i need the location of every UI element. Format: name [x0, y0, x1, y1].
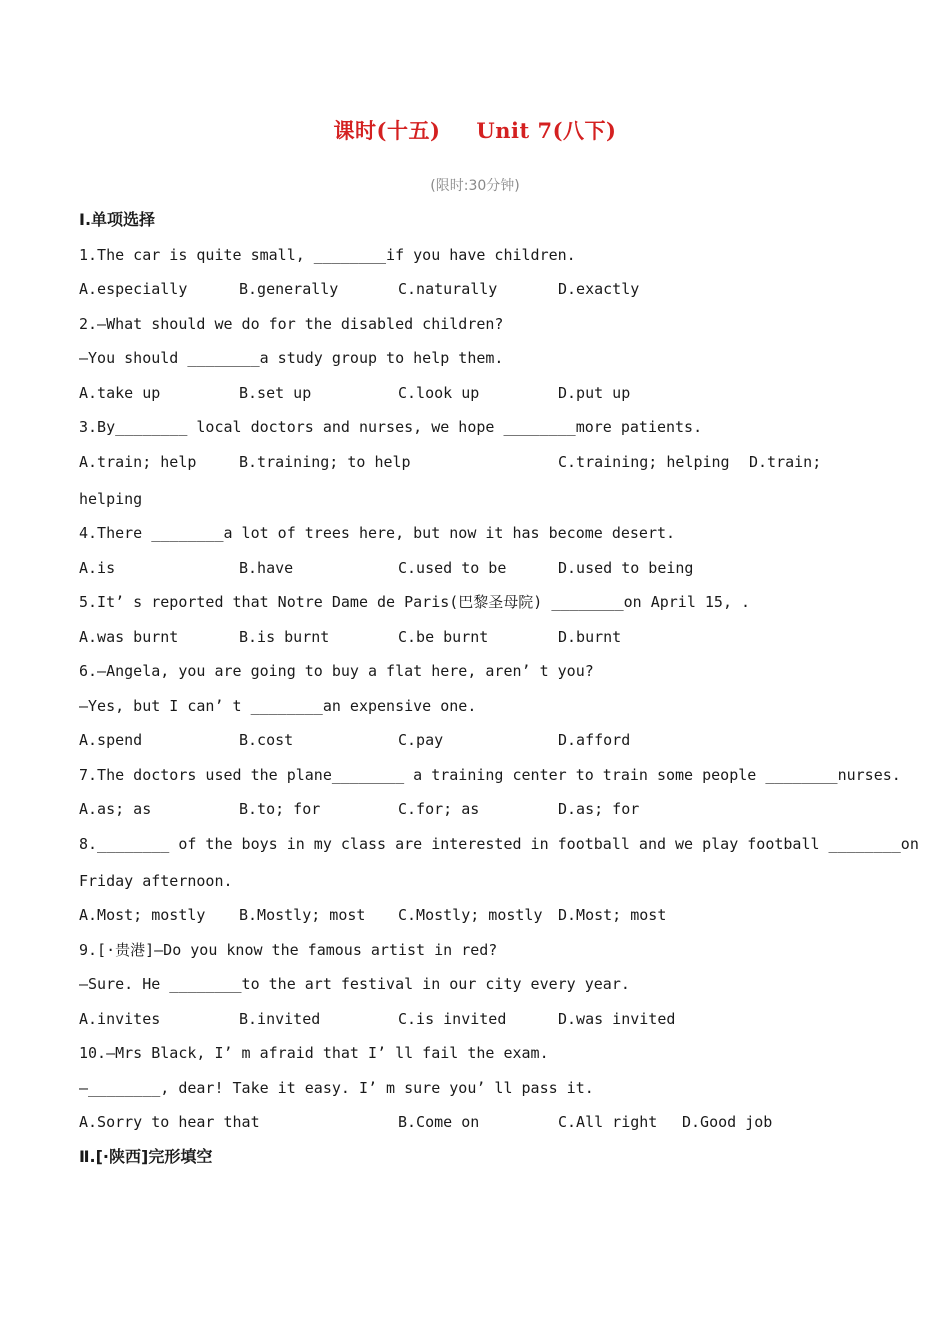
- question-4-option-b: B.have: [239, 559, 294, 577]
- question-7-stem: 7.The doctors used the plane________ a training center to train some people ________nurses.: [79, 766, 901, 784]
- question-4-option-a: A.is: [79, 559, 116, 577]
- question-8-stem: 8.________ of the boys in my class are interested in football and we play football ________on: [79, 835, 919, 853]
- question-2-option-b: B.set up: [239, 384, 312, 402]
- question-1-option-a: A.especially: [79, 280, 188, 298]
- question-9-option-d: D.was invited: [558, 1010, 676, 1028]
- question-6-option-b: B.cost: [239, 731, 294, 749]
- question-6-option-d: D.afford: [558, 731, 631, 749]
- question-9-option-c: C.is invited: [398, 1010, 507, 1028]
- title-unit: Unit 7(八下): [476, 118, 617, 143]
- question-1-stem: 1.The car is quite small, ________if you have children.: [79, 246, 576, 264]
- question-3-option-d-wrap: helping: [79, 490, 143, 508]
- question-5-option-d: D.burnt: [558, 628, 622, 646]
- question-7-option-c: C.for; as: [398, 800, 480, 818]
- question-8-option-c: C.Mostly; mostly: [398, 906, 543, 924]
- question-8-stem-continued: Friday afternoon.: [79, 872, 233, 890]
- question-10-stem: 10.—Mrs Black, I’ m afraid that I’ ll fail the exam.: [79, 1044, 549, 1062]
- question-6-option-a: A.spend: [79, 731, 143, 749]
- question-10-response: —________, dear! Take it easy. I’ m sure you’ ll pass it.: [79, 1079, 594, 1097]
- question-2-option-d: D.put up: [558, 384, 631, 402]
- question-4-stem: 4.There ________a lot of trees here, but now it has become desert.: [79, 524, 676, 542]
- question-8-option-b: B.Mostly; most: [239, 906, 366, 924]
- section-title-cloze: Ⅱ.[·陕西]完形填空: [79, 1147, 213, 1166]
- question-3-stem: 3.By________ local doctors and nurses, we hope ________more patients.: [79, 418, 703, 436]
- question-6-option-c: C.pay: [398, 731, 444, 749]
- question-9-option-b: B.invited: [239, 1010, 321, 1028]
- question-1-option-b: B.generally: [239, 280, 339, 298]
- question-10-option-d: D.Good job: [682, 1113, 773, 1131]
- question-3-option-d: D.train;: [749, 453, 822, 471]
- question-7-option-d: D.as; for: [558, 800, 640, 818]
- question-6-response: —Yes, but I can’ t ________an expensive one.: [79, 697, 477, 715]
- question-2-response: —You should ________a study group to help them.: [79, 349, 504, 367]
- question-8-option-a: A.Most; mostly: [79, 906, 206, 924]
- question-3-option-c: C.training; helping: [558, 453, 730, 471]
- question-2-stem: 2.—What should we do for the disabled children?: [79, 315, 504, 333]
- question-2-option-c: C.look up: [398, 384, 480, 402]
- question-5-stem: 5.It’ s reported that Notre Dame de Paris(巴黎圣母院) ________on April 15, .: [79, 593, 751, 611]
- question-9-stem: 9.[·贵港]—Do you know the famous artist in red?: [79, 941, 498, 959]
- question-8-option-d: D.Most; most: [558, 906, 667, 924]
- question-7-option-a: A.as; as: [79, 800, 152, 818]
- page-title: [0, 115, 950, 145]
- question-3-option-b: B.training; to help: [239, 453, 411, 471]
- title-lesson: 课时(十五): [333, 118, 441, 143]
- question-5-option-a: A.was burnt: [79, 628, 179, 646]
- question-4-option-c: C.used to be: [398, 559, 507, 577]
- section-title-multiple-choice: Ⅰ.单项选择: [79, 210, 156, 229]
- question-3-option-a: A.train; help: [79, 453, 197, 471]
- question-10-option-a: A.Sorry to hear that: [79, 1113, 260, 1131]
- question-7-option-b: B.to; for: [239, 800, 321, 818]
- question-9-option-a: A.invites: [79, 1010, 161, 1028]
- question-4-option-d: D.used to being: [558, 559, 694, 577]
- question-10-option-b: B.Come on: [398, 1113, 480, 1131]
- question-1-option-c: C.naturally: [398, 280, 498, 298]
- question-10-option-c: C.All right: [558, 1113, 658, 1131]
- question-6-stem: 6.—Angela, you are going to buy a flat here, aren’ t you?: [79, 662, 594, 680]
- question-1-option-d: D.exactly: [558, 280, 640, 298]
- question-9-response: —Sure. He ________to the art festival in our city every year.: [79, 975, 630, 993]
- time-limit: (限时:30分钟): [430, 178, 520, 194]
- question-5-option-c: C.be burnt: [398, 628, 489, 646]
- question-5-option-b: B.is burnt: [239, 628, 330, 646]
- question-2-option-a: A.take up: [79, 384, 161, 402]
